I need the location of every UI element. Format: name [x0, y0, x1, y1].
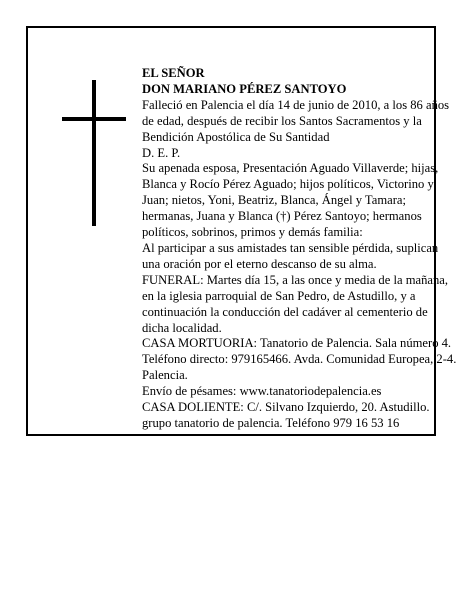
notice-body [142, 66, 458, 432]
condolences-website: Envío de pésames: www.tanatoriodepalencia.es [142, 384, 382, 399]
death-announcement: Falleció en Palencia el día 14 de junio de 2010, a los 86 años de edad, después de recibir los Santos Sacramentos y la Bendición Apostólica de Su Santidad [142, 97, 450, 144]
funeral-details: FUNERAL: Martes día 15, a las once y media de la mañana, en la iglesia parroquial de San Pedro, de Astudillo, y a continuación la conducción del cadáver al cementerio de dicha localidad. [142, 272, 449, 335]
family-home-address: CASA DOLIENTE: C/. Silvano Izquierdo, 20. Astudillo. [142, 400, 430, 415]
cross-icon-crossbar [62, 117, 126, 121]
funeral-home-details: CASA MORTUORIA: Tanatorio de Palencia. Sala número 4. Teléfono directo: 979165466. Avda. Comunidad Europea, 2-4. Palencia. [142, 336, 457, 383]
notice-title-line1: EL SEÑOR [142, 66, 205, 80]
cross-icon [92, 80, 96, 226]
deceased-name: DON MARIANO PÉREZ SANTOYO [142, 81, 347, 96]
obituary-notice [26, 26, 457, 436]
family-list: Su apenada esposa, Presentación Aguado Villaverde; hijas, Blanca y Rocío Pérez Aguado; hijos políticos, Victorino y Juan; nietos, Yoni, Beatriz, Blanca, Ángel y Tamara; hermanas, Juana y Blanca (†) Pérez Santoyo; hermanos políticos, sobrinos, primos y demás familia: [142, 161, 439, 240]
prayer-request: Al participar a sus amistades tan sensible pérdida, suplican una oración por el eterno descanso de su alma. [142, 240, 439, 271]
funeral-group-phone: grupo tanatorio de palencia. Teléfono 979 16 53 16 [142, 415, 400, 430]
rest-in-peace: D. E. P. [142, 145, 181, 160]
